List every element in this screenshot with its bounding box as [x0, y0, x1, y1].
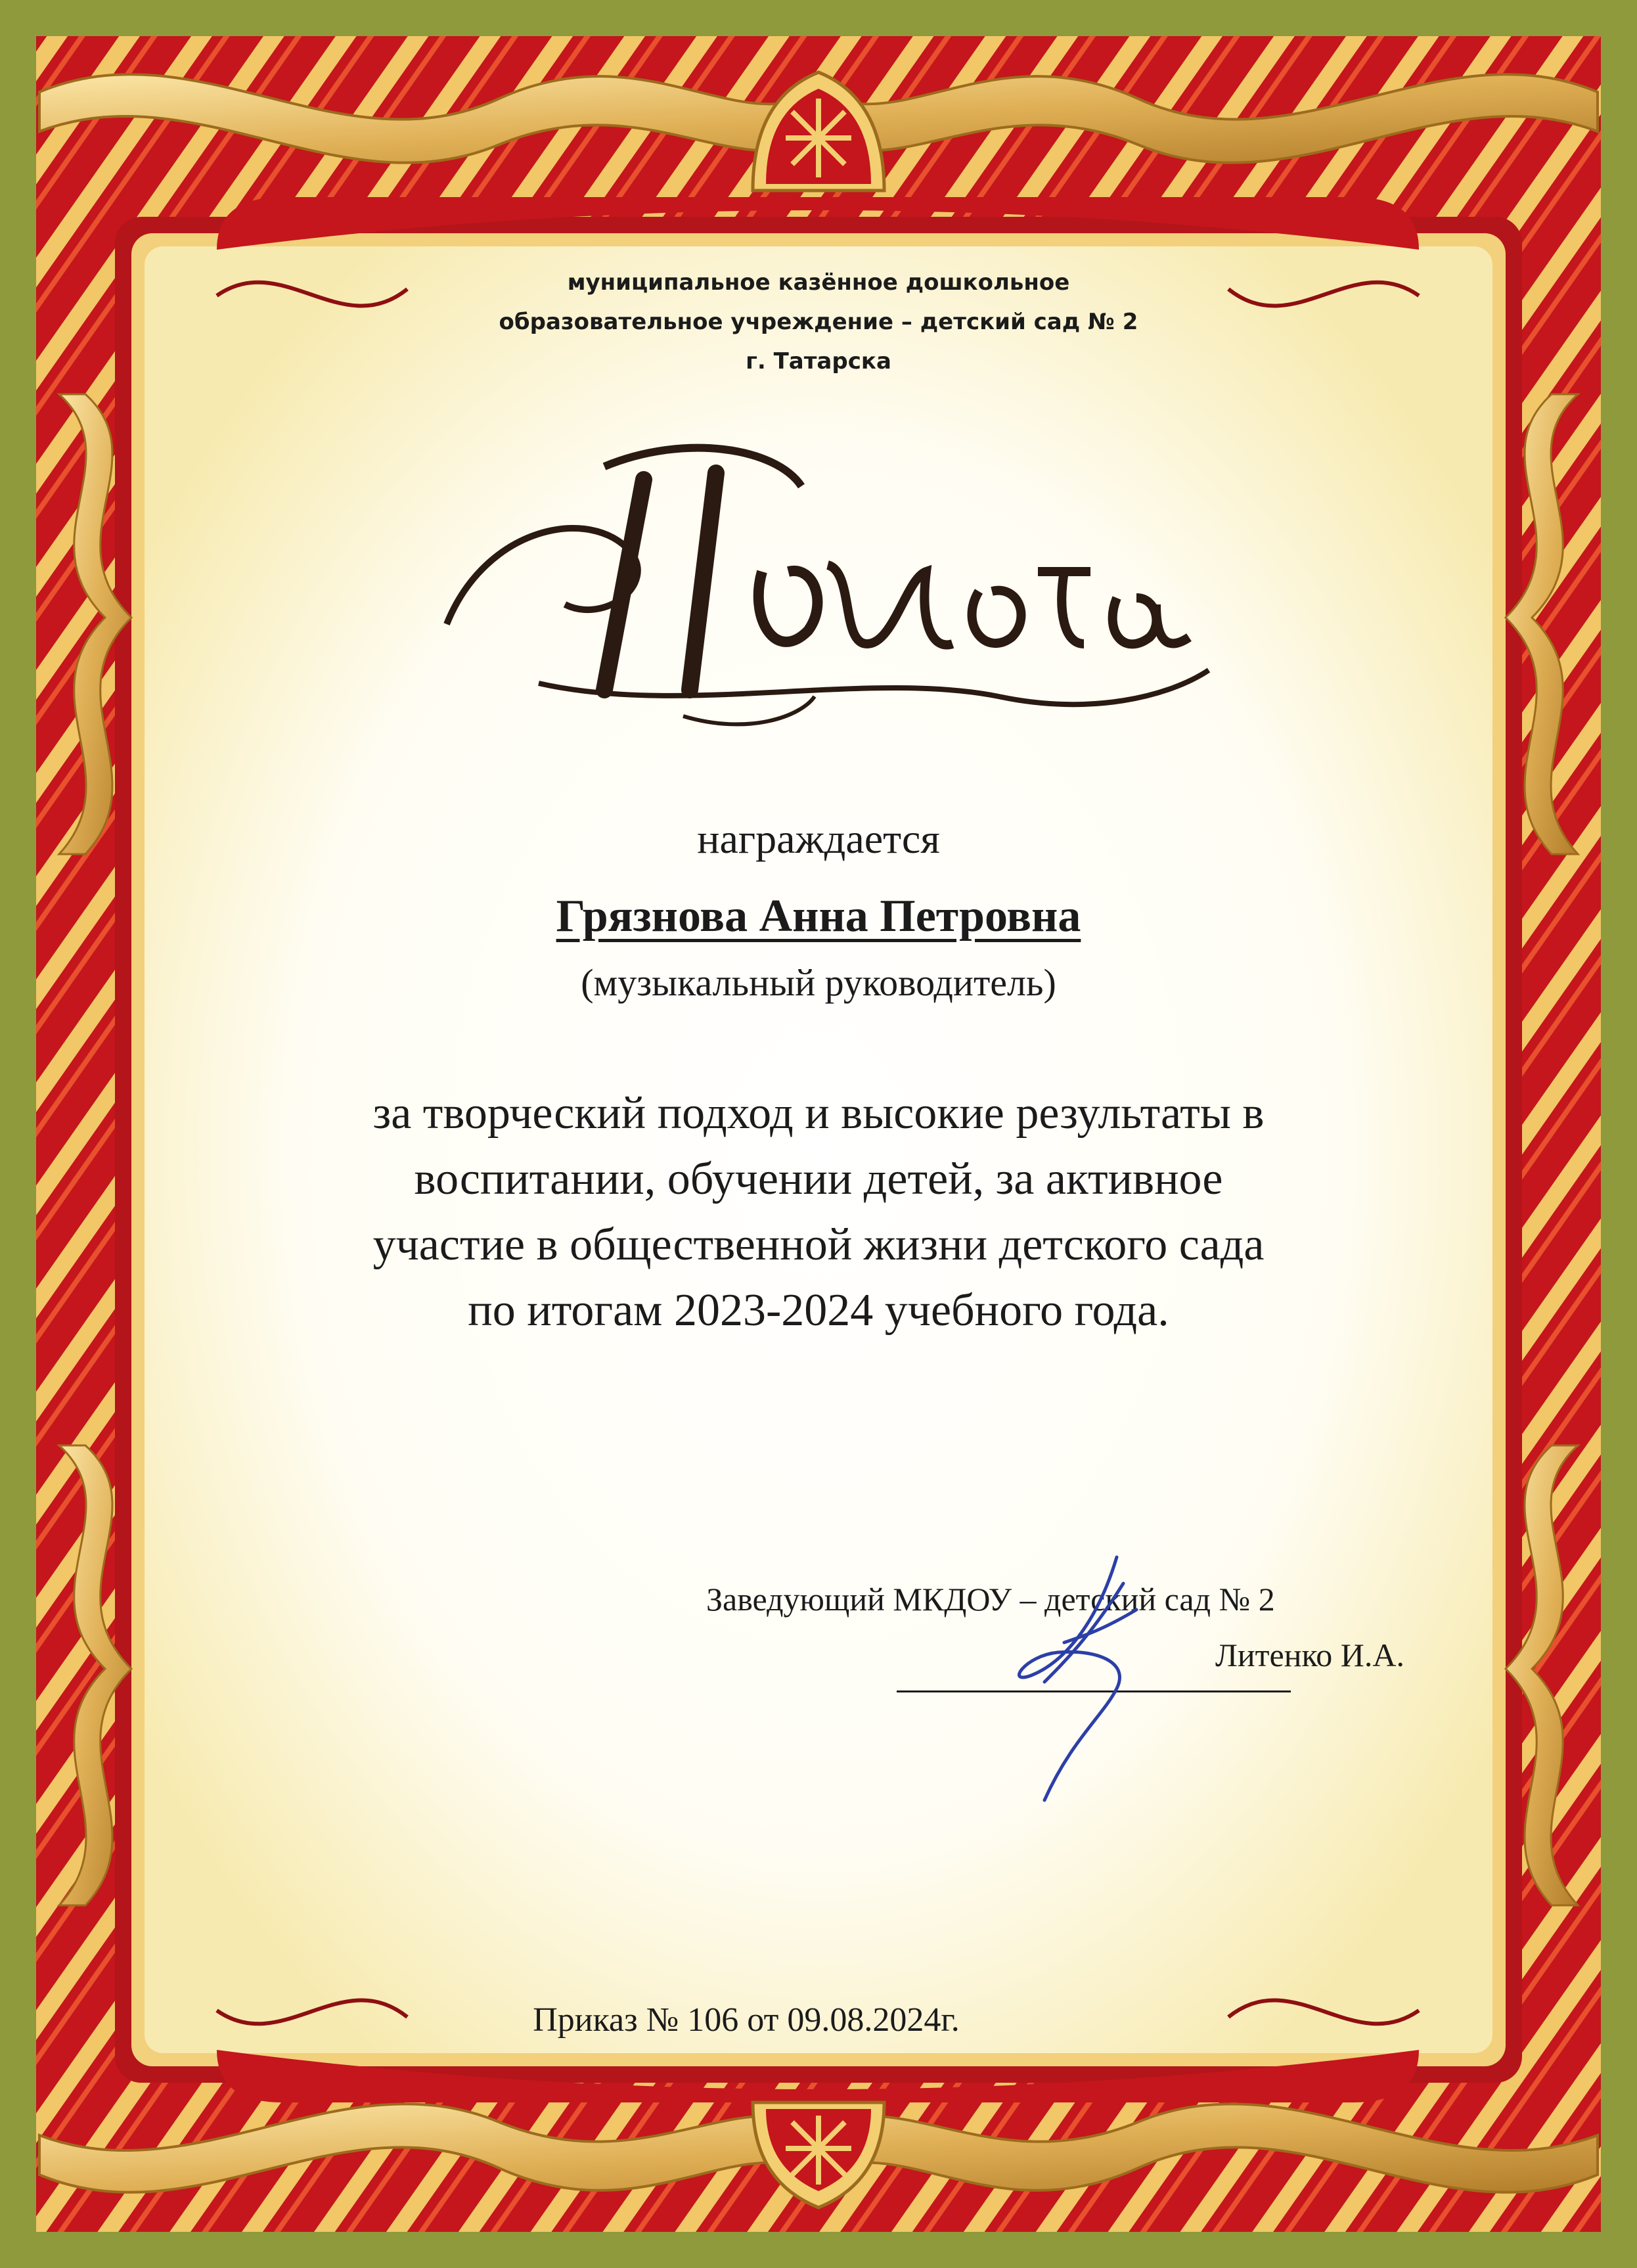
signatory-title: Заведующий МКДОУ – детский сад № 2: [706, 1581, 1275, 1618]
recipient-name: Грязнова Анна Петровна: [556, 891, 1081, 941]
title-calligraphy: [407, 407, 1235, 749]
organization-line-1: муниципальное казённое дошкольное: [567, 269, 1070, 296]
reason-line: за творческий подход и высокие результаты в: [372, 1088, 1265, 1139]
organization-line-2: образовательное учреждение – детский сад № 2: [499, 309, 1138, 335]
reason-line: по итогам 2023-2024 учебного года.: [468, 1285, 1169, 1336]
recipient-position: (музыкальный руководитель): [581, 961, 1056, 1004]
reason-line: участие в общественной жизни детского сада: [372, 1219, 1265, 1270]
signature-scribble: [966, 1544, 1189, 1807]
reason-line: воспитании, обучении детей, за активное: [414, 1154, 1223, 1204]
signatory-name: Литенко И.А.: [1215, 1637, 1404, 1673]
order-reference: Приказ № 106 от 09.08.2024г.: [533, 2001, 960, 2039]
awarded-label: награждается: [697, 815, 940, 862]
organization-line-3: г. Татарска: [746, 348, 891, 374]
